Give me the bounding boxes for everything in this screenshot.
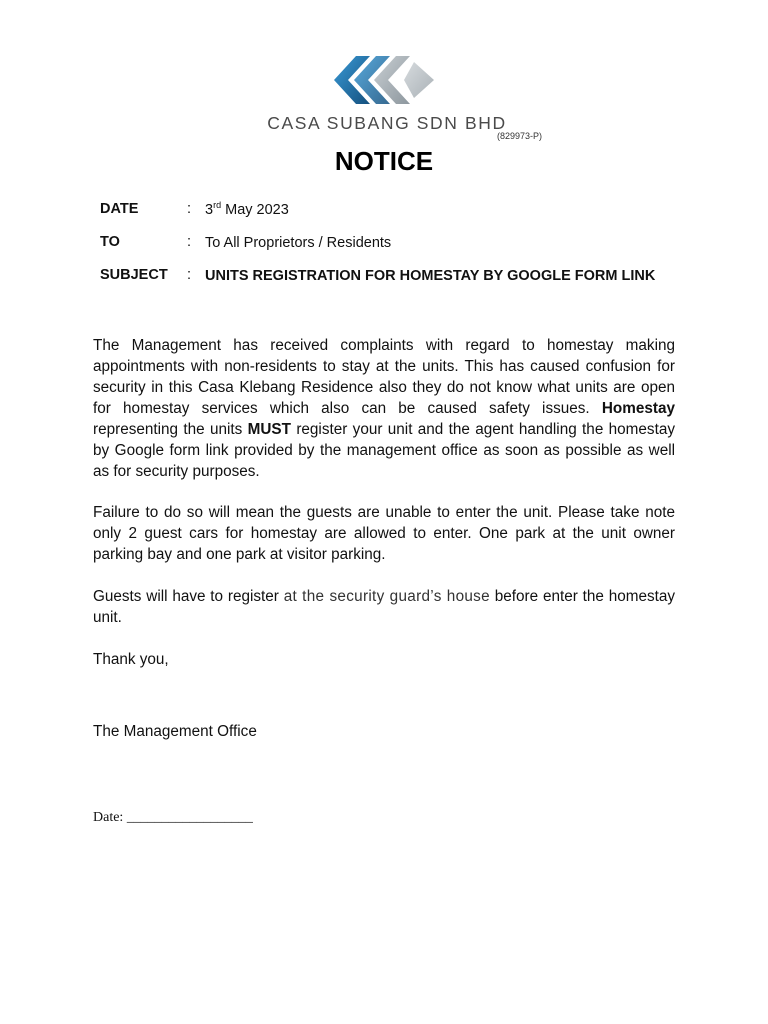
chevron-logo-icon (330, 52, 440, 108)
date-suffix: rd (213, 200, 222, 210)
must-emphasis: MUST (247, 421, 291, 438)
to-value: To All Proprietors / Residents (205, 235, 392, 251)
notice-title: NOTICE (334, 146, 434, 176)
company-logo (222, 52, 552, 142)
date-month-year: May 2023 (221, 202, 289, 218)
subject-label: SUBJECT (100, 267, 168, 283)
to-label: TO (100, 234, 120, 250)
subject-value: UNITS REGISTRATION FOR HOMESTAY BY GOOGLE FORM LINK (205, 268, 656, 284)
thank-you: Thank you, (93, 651, 169, 668)
date-label: DATE (100, 201, 139, 217)
signature-date-line: Date: __________________ (93, 810, 253, 825)
homestay-emphasis: Homestay (601, 400, 675, 417)
date-day: 3 (205, 202, 214, 218)
subject-colon: : (187, 267, 192, 283)
to-colon: : (187, 234, 192, 250)
body-paragraph-2: Failure to do so will mean the guests are unable to enter the unit. Please take note only 2 guest cars for homestay are allowed to enter. One park at the unit owner parking bay and one park at visitor parking. (93, 504, 675, 563)
date-value (205, 201, 665, 219)
date-colon: : (187, 201, 192, 217)
body-paragraph-3: Guests will have to register at the security guard’s house before enter the homestay unit. (93, 588, 676, 626)
signoff: The Management Office (93, 723, 257, 740)
company-reg-no: (829973-P) (496, 131, 542, 141)
company-name: CASA SUBANG SDN BHD (267, 113, 507, 133)
body-paragraph-1: The Management has received complaints with regard to homestay making appointments with non-residents to stay at the units. This has caused confusion for security in this Casa Klebang Residence also they do not know what units are open for homestay services which also can be caused safety issues. Homestay representing the units MUST register your unit and the agent handling the homestay by Google form link provided by the management office as soon as possible as well as for security purposes. (93, 337, 675, 480)
